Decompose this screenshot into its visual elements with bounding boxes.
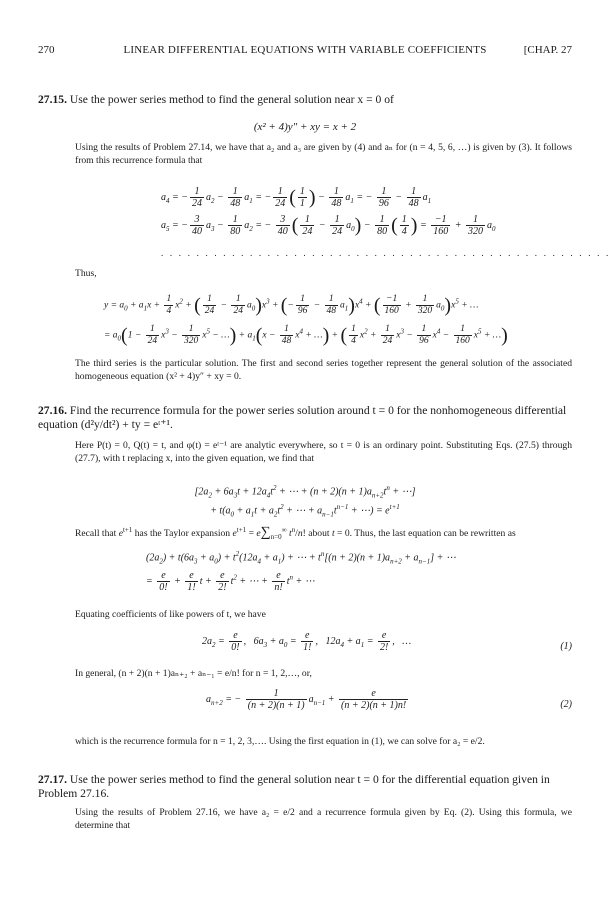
- continuation-dots: . . . . . . . . . . . . . . . . . . . . . . . . . . . . . . . . . . . . . . . . . . . . . . . . . . .: [161, 248, 610, 258]
- recurrence-a5: $a_5$ = − $\frac{3}{40}$ $a_3$ − $\frac{1}{80}$ $a_2$ = − $\frac{3}{40}$ ( $\frac{1}{24}$ − $\frac{1}{24}$ $a_0$) − $\frac{1}{80}$ ( $\frac{1}{4}$ ) = $\frac{-1}{160}$ + $\frac{1}{320}$ $a_0$: [161, 214, 496, 237]
- problem-text: Use the power series method to find the general solution near t = 0 for the differential equation given in Problem 27.16.: [38, 773, 550, 800]
- equation-label-1: (1): [560, 641, 572, 652]
- substitution-line-1: [$2a_2 + 6a_3t + 12a_4t^2$ + ⋯ + $(n + 2)(n + 1)a_{n+2}t^n$ + ⋯]: [194, 484, 416, 500]
- p15-paragraph-2: The third series is the particular solution. The first and second series together represent the general solution of the associated homogeneous equation (x² + 4)y″ + xy = 0.: [75, 358, 572, 382]
- recurrence-a4: $a_4$ = − $\frac{1}{24}$ $a_2$ − $\frac{1}{48}$ $a_1$ = − $\frac{1}{24}$ ( $\frac{1}{1}$ ) − $\frac{1}{48}$ $a_1$ = − $\frac{1}{96}$ − $\frac{1}{48}$ $a_1$: [161, 186, 432, 209]
- problem-text: Use the power series method to find the general solution near x = 0 of: [69, 93, 394, 106]
- rewritten-equation-1: $(2a_2) + t(6a_3 + a_0) + t^2(12a_4 + a_1)$ + ⋯ + $t^n[(n + 2)(n + 1)a_{n+2} + a_{n-1}]$ + ⋯: [146, 550, 456, 566]
- series-solution-line-2: = $a_0(1$ − $\frac{1}{24}$ $x^3$ − $\frac{1}{320}$ $x^5$ − …) + $a_1(x$ − $\frac{1}{48}$ $x^4$ + …) + ( $\frac{1}{4}$ $x^2$ + $\frac{1}{24}$ $x^3$ − $\frac{1}{96}$ $x^4$ − $\frac{1}{160}$ $x^5$ + …): [104, 324, 508, 347]
- p16-paragraph-4: which is the recurrence formula for n = 1, 2, 3,…. Using the first equation in (1), we can solve for a₂ = e/2.: [75, 736, 485, 747]
- coefficient-equations: $2a_2$ = $\frac{e}{0!}$ , $6a_3 + a_0$ = $\frac{e}{1!}$ , $12a_4 + a_1$ = $\frac{e}{2!}$ , …: [202, 630, 412, 653]
- recurrence-formula: $a_{n+2}$ = − $\frac{1}{(n + 2)(n + 1)}$ $a_{n-1}$ + $\frac{e}{(n + 2)(n + 1)n!}$: [206, 688, 407, 711]
- main-equation: (x² + 4)y″ + xy = x + 2: [253, 121, 357, 133]
- taylor-recall: Recall that $e^{t+1}$ has the Taylor expansion $e^{t+1} = e\sum_{n=0}^\infty$ $t^n/n$! about t = 0. Thus, the last equation can be rewritten as: [75, 525, 516, 542]
- problem-27-17-statement: [38, 773, 572, 801]
- problem-text: Find the recurrence formula for the power series solution around t = 0 for the nonhomogeneous differential equation (d²y/dt²) + ty = eᵗ⁺¹.: [38, 404, 567, 431]
- p16-paragraph-2: Equating coefficients of like powers of t, we have: [75, 609, 266, 620]
- thus-label: Thus,: [75, 268, 97, 279]
- page-number: 270: [38, 44, 55, 56]
- p15-paragraph-1: Using the results of Problem 27.14, we have that a₂ and a₃ are given by (4) and aₙ for (n = 4, 5, 6, …) is given by (3). It follows from this recurrence formula that: [75, 142, 572, 166]
- substitution-line-2: + $t(a_0 + a_1t + a_2t^2$ + ⋯ + $a_{n-1}t^{n-1}$ + ⋯) = $e^{t+1}$: [210, 503, 400, 519]
- p16-paragraph-1: Here P(t) = 0, Q(t) = t, and φ(t) = eᵗ⁻¹ are analytic everywhere, so t = 0 is an ordinary point. Substituting Eqs. (27.5) through (27.7), with t replacing x, into the given equation, we find that: [75, 440, 572, 464]
- p17-paragraph-1: Using the results of Problem 27.16, we have a₂ = e/2 and a recurrence formula given by Eq. (2). Using this formula, we determine that: [75, 807, 572, 831]
- rewritten-equation-2: = $\frac{e}{0!}$ + $\frac{e}{1!}$ t + $\frac{e}{2!}$ $t^2$ + ⋯ + $\frac{e}{n!}$ $t^n$ + ⋯: [146, 570, 315, 593]
- problem-number: 27.17.: [38, 773, 67, 786]
- problem-number: 27.16.: [38, 404, 67, 417]
- chapter-label: [CHAP. 27: [523, 44, 572, 56]
- problem-27-15-statement: [38, 93, 572, 107]
- problem-number: 27.15.: [38, 93, 67, 106]
- running-title: LINEAR DIFFERENTIAL EQUATIONS WITH VARIABLE COEFFICIENTS: [123, 44, 487, 56]
- p16-paragraph-3: In general, (n + 2)(n + 1)aₙ₊₂ + aₙ₋₁ = e/n! for n = 1, 2,…, or,: [75, 668, 312, 679]
- series-solution-line-1: $y = a_0 + a_1x$ + $\frac{1}{4}$ $x^2$ + ( $\frac{1}{24}$ − $\frac{1}{24}$ $a_0)x^3$ + (− $\frac{1}{96}$ − $\frac{1}{48}$ $a_1)x^4$ + ( $\frac{-1}{160}$ + $\frac{1}{320}$ $a_0)x^5$ + …: [104, 294, 479, 317]
- problem-27-16-statement: [38, 404, 572, 432]
- equation-label-2: (2): [560, 699, 572, 710]
